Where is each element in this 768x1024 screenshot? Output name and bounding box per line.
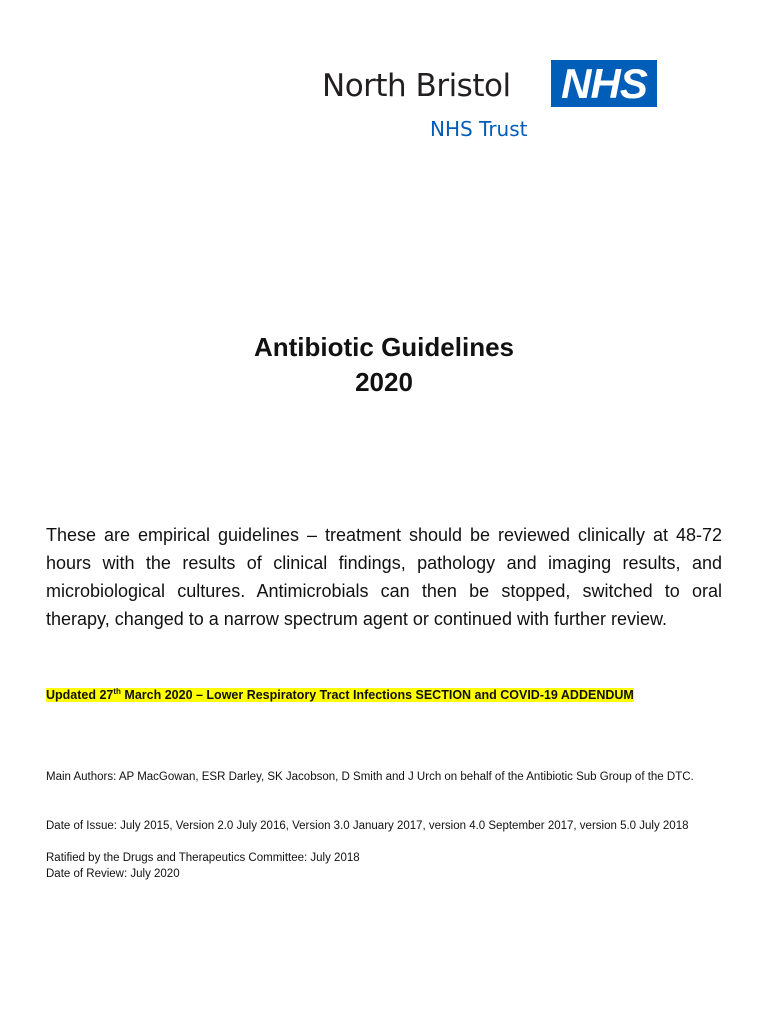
- update-highlight: [46, 688, 634, 702]
- update-ordinal-suffix: th: [113, 687, 121, 696]
- logo-subtitle: NHS Trust: [430, 117, 528, 141]
- update-prefix: Updated 27: [46, 688, 114, 702]
- title-line-2: 2020: [355, 367, 413, 397]
- main-authors: Main Authors: AP MacGowan, ESR Darley, SK Jacobson, D Smith and J Urch on behalf of the Antibiotic Sub Group of the DTC.: [46, 771, 694, 783]
- intro-paragraph: These are empirical guidelines – treatment should be reviewed clinically at 48-72 hours with the results of clinical findings, pathology and imaging results, and microbiological cultures. Antimicrobials can then be stopped, switched to oral therapy, changed to a narrow spectrum agent or continued with further review.: [46, 525, 722, 629]
- nhs-badge: NHS: [551, 60, 657, 107]
- update-notice: [46, 686, 634, 704]
- ratified-by: Ratified by the Drugs and Therapeutics Committee: July 2018: [46, 852, 360, 864]
- title-line-1: Antibiotic Guidelines: [253, 332, 514, 362]
- date-of-review: Date of Review: July 2020: [46, 868, 180, 880]
- nhs-trust-logo: [322, 58, 662, 148]
- update-suffix: March 2020 – Lower Respiratory Tract Infections SECTION and COVID-19 ADDENDUM: [120, 688, 634, 702]
- date-of-issue: Date of Issue: July 2015, Version 2.0 July 2016, Version 3.0 January 2017, version 4.0 September 2017, version 5.0 July 2018: [46, 820, 689, 832]
- logo-org-name: North Bristol: [322, 68, 511, 104]
- document-title: [0, 330, 768, 400]
